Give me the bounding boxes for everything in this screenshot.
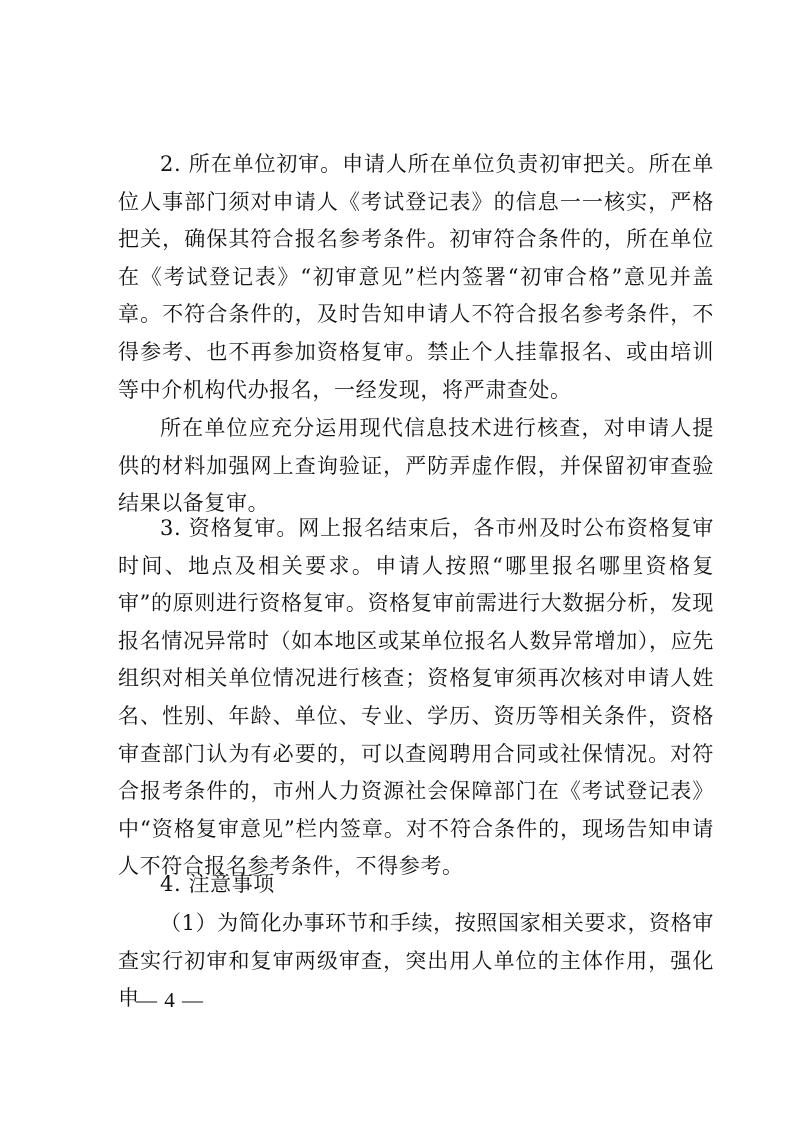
page-number: — 4 — <box>136 988 204 1012</box>
paragraph-qualification-recheck: 3. 资格复审。网上报名结束后，各市州及时公布资格复审时间、地点及相关要求。申请人按照“哪里报名哪里资格复审”的原则进行资格复审。资格复审前需进行大数据分析，发现报名情况异常时（如本地区或某单位报名人数异常增加），应先组织对相关单位情况进行核查；资格复审须再次核对申请人姓名、性别、年龄、单位、专业、学历、资历等相关条件，资格审查部门认为有必要的，可以查阅聘用合同或社保情况。对符合报考条件的，市州人力资源社会保障部门在《考试登记表》中“资格复审意见”栏内签章。对不符合条件的，现场告知申请人不符合报名参考条件，不得参考。 <box>118 516 714 879</box>
paragraph-note-1: （1）为简化办事环节和手续，按照国家相关要求，资格审查实行初审和复审两级审查，突出用人单位的主体作用，强化申 <box>118 911 714 1011</box>
paragraph-initial-review: 2. 所在单位初审。申请人所在单位负责初审把关。所在单位人事部门须对申请人《考试登记表》的信息一一核实，严格把关，确保其符合报名参考条件。初审符合条件的，所在单位在《考试登记表》“初审意见”栏内签署“初审合格”意见并盖章。不符合条件的，及时告知申请人不符合报名参考条件，不得参考、也不再参加资格复审。禁止个人挂靠报名、或由培训等中介机构代办报名，一经发现，将严肃查处。 <box>118 152 714 402</box>
section-heading-notes: 4. 注意事项 <box>160 872 275 896</box>
paragraph-verification: 所在单位应充分运用现代信息技术进行核查，对申请人提供的材料加强网上查询验证，严防弄虚作假，并保留初审查验结果以备复审。 <box>118 416 714 516</box>
